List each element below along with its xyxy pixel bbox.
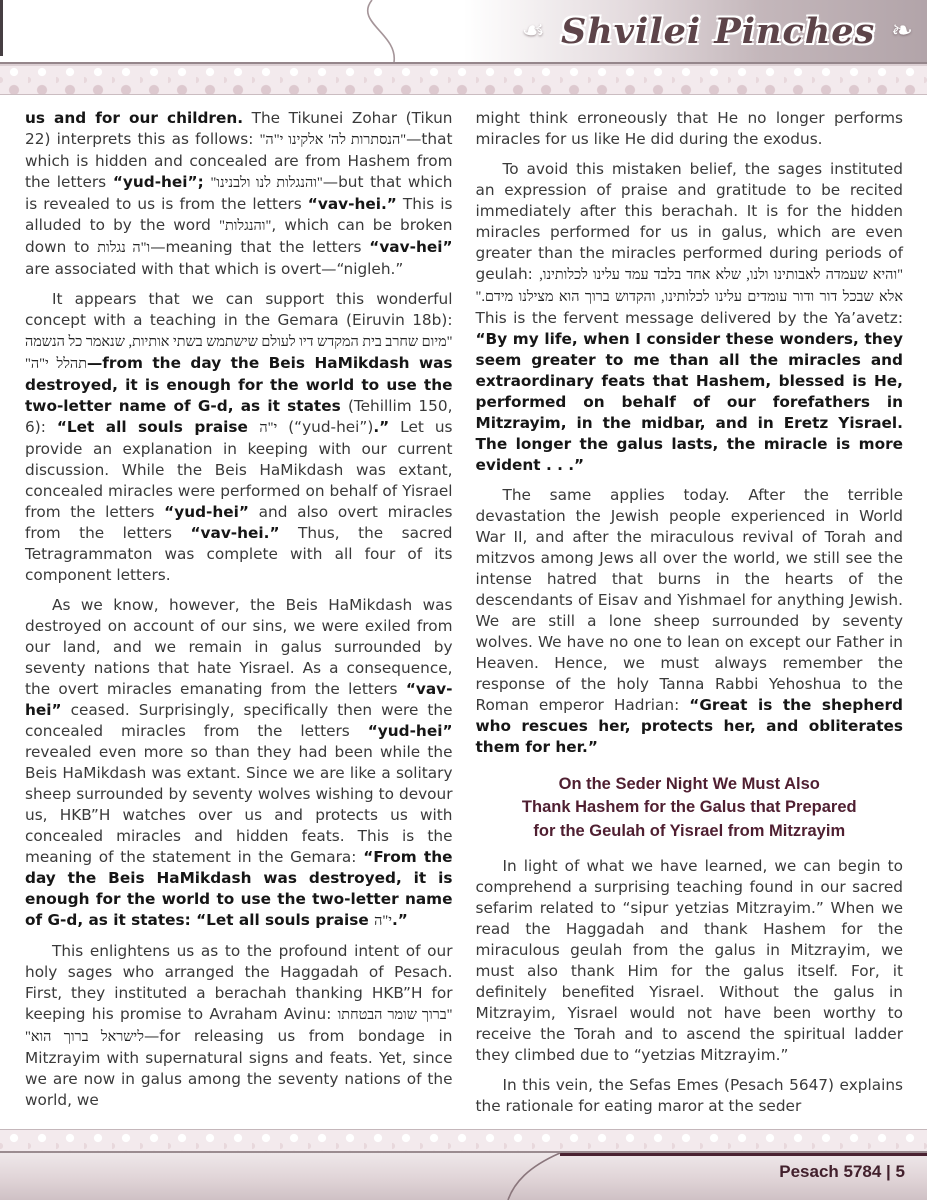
hebrew-text-run: "והנגלות" [219,218,272,234]
decorative-lace-border-bottom [0,1129,927,1153]
article-body [0,95,927,1129]
text-run: This is the fervent message delivered by the Ya’avetz: [475,309,903,327]
paragraph [476,108,904,150]
heading-line: for the Geulah of Yisrael from Mitzrayim [533,821,846,840]
text-run: In light of what we have learned, we can begin to comprehend a surprising teaching found in our sacred sefarim related to “sipur yetzias Mitzrayim.” When we read the Haggadah and thank Hashem for the miraculous geulah from the galus in Mitzrayim, we must also thank Him for the galus itself. For, it definitely benefited Yisrael. Without the galus in Mitzrayim, Yisrael would not have been worthy to receive the Torah and to ascend the spiritual ladder they climbed due to “yetzias Mitzrayim.” [475,857,903,1065]
hebrew-text-run: "מיום שחרב בית המקדש דיו לעולם שישתמש בשתי אותיות, שנאמר כל הנשמה תהלל י"ה" [25,334,453,372]
decorative-lace-border-top [0,64,927,95]
hebrew-text-run: ו"ה נגלות [97,240,151,256]
text-run: —that which is hidden and concealed are from Hashem from the letters [25,130,453,191]
text-run: Let us provide an explanation in keeping with our current discussion. While the Beis HaMikdash was extant, concealed miracles were performed on behalf of Yisrael from the letters [25,418,453,521]
hebrew-text-run: "הנסתרות לה' אלקינו י"ה" [259,132,407,148]
text-run: As we know, however, the Beis HaMikdash was destroyed on account of our sins, we were exiled from our land, and we remain in galus surrounded by seventy nations that hate Yisrael. As a consequence, the overt miracles emanating from the letters [25,596,453,698]
hebrew-text-run: י"ה [374,913,392,929]
text-run: —meaning that the letters [150,238,370,256]
paragraph [25,595,453,932]
text-run: “yud-hei” [367,722,453,740]
paragraph [476,856,904,1066]
paragraph [476,159,904,476]
text-run: This enlightens us as to the profound intent of our holy sages who arranged the Haggadah of Pesach. First, they instituted a berachah thanking HKB”H for keeping his promise to Avraham Avinu: [25,942,453,1023]
right-column [476,108,904,1129]
page-number: Pesach 5784 | 5 [779,1162,905,1181]
page-footer [0,1153,927,1200]
paragraph [476,1075,904,1117]
text-run: “vav-hei.” [307,195,397,213]
text-run: us and for our children. [25,109,244,127]
text-run: might think erroneously that He no longer performs miracles for us like He did during the exodus. [475,109,903,148]
text-run: The same applies today. After the terrible devastation the Jewish people experienced in World War II, and after the miraculous revival of Torah and mitzvos among Jews all over the world, we still see the intense hatred that burns in the hearts of the descendants of Eisav and Yishmael for anything Jewish. We are still a lone sheep surrounded by seventy wolves. We have no one to lean on except our Father in Heaven. Hence, we must always remember the response of the holy Tanna Rabbi Yehoshua to the Roman emperor Hadrian: [475,486,903,714]
footer-accent-rule [560,1153,927,1156]
text-run: and also overt miracles from the letters [25,503,453,542]
text-run: “vav-hei.” [190,524,280,542]
hebrew-text-run: "והיא שעמדה לאבותינו ולנו, שלא אחד בלבד עמד עלינו לכלותינו, אלא שבכל דור ודור עומדים עלינו לכלותינו, והקדוש ברוך הוא מצילנו מידם." [475,267,903,305]
text-run: , which can be broken down to [25,216,453,256]
heading-line: Thank Hashem for the Galus that Prepared [521,798,857,817]
text-run: “By my life, when I consider these wonders, they seem greater to me than all the miracles and extraordinary feats that Hashem, blessed is He, performed on behalf of our forefathers in Mitzrayim, in the midbar, and in Eretz Yisrael. The longer the galus lasts, the miracle is more evident . . .” [475,330,903,474]
text-run: are associated with that which is overt—“nigleh.” [25,260,404,278]
paragraph [25,941,453,1111]
right-swirl-icon: ❧ [891,16,913,46]
page-header [0,0,927,64]
text-run: “yud-hei” [164,503,249,521]
header-curve-ornament [340,0,440,62]
text-run: .” [392,911,408,929]
text-run: —but that which is revealed to us is from the letters [25,173,453,213]
text-run: “vav-hei” [25,680,453,719]
text-run: Thus, the sacred Tetragrammaton was complete with all four of its component letters. [25,524,453,584]
paragraph [476,485,904,758]
publication-title: Shvilei Pinches [561,10,876,52]
text-run: “Let all souls praise [56,418,260,436]
hebrew-text-run: "והנגלות לנו ולבנינו" [210,175,323,191]
section-heading [476,773,904,843]
left-swirl-icon: ☙ [521,16,545,46]
text-run: In this vein, the Sefas Emes (Pesach 5647) explains the rationale for eating maror at the seder [475,1076,903,1116]
text-run: .” [373,418,390,436]
hebrew-text-run: י"ה [259,420,278,436]
text-run: This is alluded to by the word [25,195,453,234]
text-run: —from the day the Beis HaMikdash was destroyed, it is enough for the world to use the two-letter name of G-d, as it states [25,354,453,415]
paragraph [25,289,453,586]
corner-mark [0,0,3,56]
text-run: “Great is the shepherd who rescues her, protects her, and obliterates them for her.” [475,696,903,756]
text-run: It appears that we can support this wonderful concept with a teaching in the Gemara (Eiruvin 18b): [25,290,453,329]
hebrew-text-run: "ברוך שומר הבטחתו לישראל ברוך הוא" [25,1007,453,1045]
left-column [25,108,453,1129]
text-run: “vav-hei” [369,238,453,256]
text-run: ceased. Surprisingly, specifically then were the concealed miracles from the letters [25,701,453,740]
paragraph [25,108,453,280]
text-run: The Tikunei Zohar (Tikun 22) interprets this as follows: [25,109,453,148]
text-run: “From the day the Beis HaMikdash was destroyed, it is enough for the world to use the two-letter name of G-d, as it states: “Let all souls praise [25,848,453,929]
text-run: To avoid this mistaken belief, the sages instituted an expression of praise and gratitude to be recited immediately after this berachah. It is for the hidden miracles performed for us in galus, which are even greater than the miracles performed during periods of geulah: [475,160,903,283]
text-run: “yud-hei”; [112,173,204,191]
masthead [522,2,913,60]
text-run: (“yud-hei”) [277,418,374,436]
text-run: revealed even more so than they had been while the Beis HaMikdash was extant. Since we are like a solitary sheep surrounded by seventy wolves wishing to devour us, HKB”H watches over us and protects us with concealed miracles and hidden feats. This is the meaning of the statement in the Gemara: [25,743,453,866]
text-run: —for releasing us from bondage in Mitzrayim with supernatural signs and feats. Yet, since we are now in galus among the seventy nations of the world, we [25,1027,453,1109]
footer-curve-ornament [500,1153,570,1200]
text-run: (Tehillim 150, 6): [25,397,453,436]
heading-line: On the Seder Night We Must Also [558,775,820,793]
